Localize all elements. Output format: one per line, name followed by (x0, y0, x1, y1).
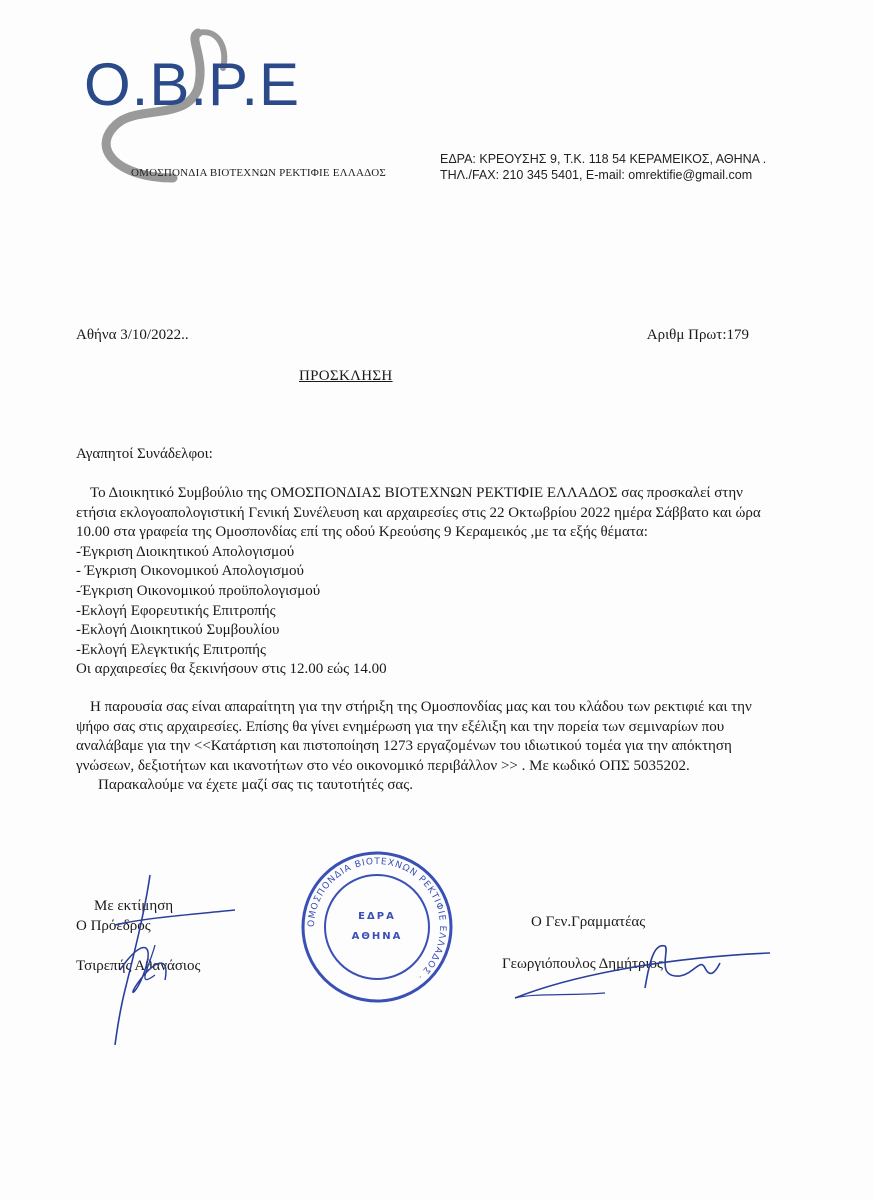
sign-off: Με εκτίμηση (94, 898, 174, 914)
agenda-item: - Έγκριση Οικονομικού Απολογισμού (76, 563, 304, 580)
document-date: Αθήνα 3/10/2022.. (76, 327, 189, 343)
header-address: ΕΔΡΑ: ΚΡΕΟΥΣΗΣ 9, Τ.Κ. 118 54 ΚΕΡΑΜΕΙΚΟΣ, ΑΘΗΝΑ . (440, 152, 767, 166)
secretary-handwritten-signature-icon (505, 938, 775, 1008)
svg-text:ΟΜΟΣΠΟΝΔΙΑ ΒΙΟΤΕΧΝΩΝ ΡΕΚΤΙΦΙΕ: ΟΜΟΣΠΟΝΔΙΑ ΒΙΟΤΕΧΝΩΝ ΡΕΚΤΙΦΙΕ ΕΛΛΑΔΟΣ · (306, 856, 448, 982)
agenda-item: -Εκλογή Ελεγκτικής Επιτροπής (76, 641, 266, 658)
agenda-item: -Εκλογή Εφορευτικής Επιτροπής (76, 602, 276, 619)
president-name: Τσιρεπής Αθανάσιος (76, 958, 201, 974)
header-contact-block (440, 151, 766, 183)
official-stamp-icon (296, 847, 458, 1007)
logo-wordmark: O.B.P.E (84, 51, 301, 118)
president-role: Ο Πρόεδρος (76, 918, 151, 934)
presence-paragraph: Η παρουσία σας είναι απαραίτητη για την στήριξη της Ομοσπονδίας μας και του κλάδου των ρεκτιφιέ και την ψήφο σας στις αρχαιρεσίες. Επίσης θα γίνει ενημέρωση για την εξέλιξη και την πορεία των σεμιναρίων που αναλάβαμε για την <<Κατάρτιση και πιστοποίηση 1273 εργαζομένων του ιδιωτικού τομέα για την απόκτηση γνώσεων, δεξιοτήτων και ικανοτήτων στο νέο οικονομικό περιβάλλον >> . Με κωδικό ΟΠΣ 5035202. (76, 698, 752, 774)
schedule-line: Οι αρχαιρεσίες θα ξεκινήσουν στις 12.00 εώς 14.00 (76, 661, 387, 678)
logo-subtitle: ΟΜΟΣΠΟΝΔΙΑ ΒΙΟΤΕΧΝΩΝ ΡΕΚΤΙΦΙΕ ΕΛΛΑΔΟΣ (131, 167, 386, 179)
protocol-number: Αριθμ Πρωτ:179 (646, 327, 749, 343)
secretary-role: Ο Γεν.Γραμματέας (531, 914, 646, 930)
header-contact: ΤΗΛ./FAX: 210 345 5401, E-mail: omrektifie@gmail.com (440, 168, 753, 182)
svg-text:ΕΔΡΑ: ΕΔΡΑ (358, 911, 396, 922)
closing-line: Παρακαλούμε να έχετε μαζί σας τις ταυτοτήτές σας. (98, 777, 413, 794)
president-handwritten-signature-icon (95, 870, 245, 1050)
greeting: Αγαπητοί Συνάδελφοι: (76, 446, 213, 462)
secretary-name: Γεωργιόπουλος Δημήτριος (502, 956, 663, 972)
agenda-item: -Εκλογή Διοικητικού Συμβουλίου (76, 622, 280, 639)
document-title: ΠΡΟΣΚΛΗΣΗ (299, 368, 393, 384)
intro-paragraph: Το Διοικητικό Συμβούλιο της ΟΜΟΣΠΟΝΔΙΑΣ ΒΙΟΤΕΧΝΩΝ ΡΕΚΤΙΦΙΕ ΕΛΛΑΔΟΣ σας προσκαλεί στην ετήσια εκλογοαπολογιστική Γενική Συνέλευση και αρχαιρεσίες στις 22 Οκτωβρίου 2022 ημέρα Σάββατο και ώρα 10.00 στα γραφεία της Ομοσπονδίας επί της οδού Κρεούσης 9 Κεραμεικός ,με τα εξής θέματα: (76, 485, 761, 541)
agenda-item: -Έγκριση Διοικητικού Απολογισμού (76, 543, 295, 560)
letter-body (76, 484, 766, 796)
svg-text:ΑΘΗΝΑ: ΑΘΗΝΑ (351, 931, 403, 942)
agenda-item: -Έγκριση Οικονομικού προϋπολογισμού (76, 582, 321, 599)
